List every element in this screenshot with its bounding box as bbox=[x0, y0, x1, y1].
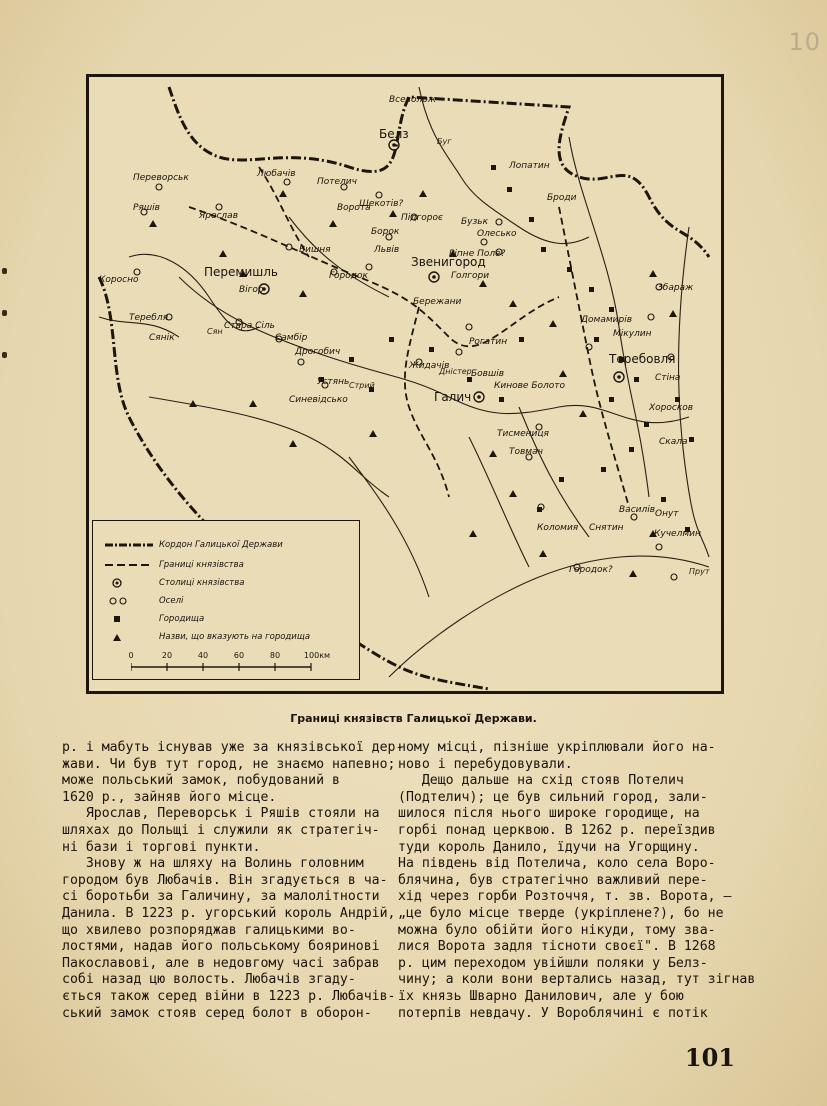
scale-tick-label: 20 bbox=[161, 651, 173, 660]
map-label: Ряшів bbox=[133, 203, 160, 213]
legend-principality-border-symbol bbox=[105, 559, 153, 571]
legend-settlement-symbol bbox=[105, 595, 153, 607]
map-town-halych: Галич bbox=[434, 390, 472, 404]
map-label: Скала bbox=[659, 437, 688, 447]
text-line: Ярослав, Переворськ і Ряшів стояли на bbox=[62, 806, 380, 822]
text-line: ський замок стояв серед болот в оборон- bbox=[62, 1005, 372, 1021]
map-label: Вігор bbox=[239, 285, 264, 295]
map-label: Бовшів bbox=[471, 369, 505, 379]
scale-ruler bbox=[131, 662, 321, 672]
map-label: Лопатин bbox=[509, 161, 550, 171]
scale-tick-label: 40 bbox=[197, 651, 209, 660]
legend-row bbox=[105, 611, 355, 627]
text-line: 1620 р., зайняв його місце. bbox=[62, 789, 277, 805]
legend-row bbox=[105, 629, 355, 645]
map-label: Бережани bbox=[413, 297, 462, 307]
text-line: може польський замок, побудований в bbox=[62, 773, 340, 789]
map-label: Теребля bbox=[129, 313, 169, 323]
text-line: блячина, був стратегічно важливий пере- bbox=[398, 872, 708, 888]
map-label: Борок bbox=[371, 227, 400, 237]
map-label: Коломия bbox=[537, 523, 579, 533]
legend-label: Оселі bbox=[159, 596, 184, 606]
map-label: Сянік bbox=[149, 333, 175, 343]
map-label: Стара Сіль bbox=[224, 321, 275, 331]
text-line: „це було місце тверде (укріплене?), бо не bbox=[398, 905, 724, 921]
map-label: Онут bbox=[655, 509, 679, 519]
river-label-sian: Сян bbox=[207, 327, 223, 336]
text-line: (Подтелич); це був сильний город, зали- bbox=[398, 789, 708, 805]
border-state bbox=[169, 87, 709, 257]
text-line: р. і мабуть існував уже за князівської дер- bbox=[62, 740, 404, 755]
river-zbruch bbox=[679, 227, 709, 557]
text-line: їх князь Шварно Данилович, але у бою bbox=[398, 988, 684, 1004]
map-label: Ярослав bbox=[199, 211, 238, 221]
map-label: Підгороє bbox=[401, 213, 443, 223]
map-label: Бузьк bbox=[461, 217, 489, 227]
legend-name-hint-symbol bbox=[105, 631, 153, 643]
map-label: Домамирів bbox=[581, 315, 632, 325]
map-label: Кинове Болото bbox=[494, 381, 566, 391]
scale-tick-label: 0 bbox=[128, 651, 134, 660]
map-legend bbox=[92, 520, 360, 680]
map-label: Городок? bbox=[569, 565, 613, 575]
legend-hillfort-symbol bbox=[105, 613, 153, 625]
river-stryi bbox=[149, 397, 389, 497]
map-label: Снятин bbox=[589, 523, 624, 533]
map-label: Жидачів bbox=[409, 361, 450, 371]
text-line: городом був Любачів. Він згадується в ча- bbox=[62, 872, 388, 888]
river-label-bug: Буг bbox=[437, 137, 452, 146]
river-label-dnister: Дністер bbox=[439, 367, 472, 376]
map-town-zvenyhorod: Звенигород bbox=[411, 255, 486, 269]
map-label: Вишня bbox=[299, 245, 331, 255]
text-line: туди король Данило, їдучи на Угорщину. bbox=[398, 839, 700, 855]
text-line: лися Ворота задля тісноти своєї". В 1268 bbox=[398, 939, 716, 955]
map-label: Збараж bbox=[657, 283, 694, 293]
text-column-right bbox=[398, 740, 756, 1022]
text-column-left bbox=[62, 740, 404, 1022]
map-label: Всеволож bbox=[389, 95, 436, 105]
map-label: Рогатин bbox=[469, 337, 508, 347]
text-line: шилося після нього широке городище, на bbox=[398, 806, 700, 822]
text-line: Пакославові, але в недовгому часі забрав bbox=[62, 955, 380, 971]
map-label: Любачів bbox=[257, 169, 296, 179]
binding-holes bbox=[0, 268, 10, 368]
map-label: Дрогобич bbox=[295, 347, 341, 357]
text-line: На південь від Потелича, коло села Воро- bbox=[398, 856, 716, 872]
map-scale-bar bbox=[128, 651, 331, 671]
map-label: Переворськ bbox=[133, 173, 189, 183]
scale-tick-label: 60 bbox=[233, 651, 245, 660]
map-label: Самбір bbox=[275, 333, 308, 343]
legend-row bbox=[105, 557, 355, 573]
river-prut bbox=[389, 556, 709, 677]
text-line: Дещо дальше на схід стояв Потелич bbox=[398, 773, 684, 789]
legend-state-border-symbol bbox=[105, 539, 153, 551]
text-line: горбі понад церквою. В 1262 р. переїздив bbox=[398, 822, 716, 838]
map-label: Щекотів? bbox=[359, 199, 404, 209]
map-label: Товмач bbox=[509, 447, 543, 457]
legend-row bbox=[105, 575, 355, 591]
map-caption: Границі князівств Галицької Держави. bbox=[290, 712, 537, 725]
legend-label: Назви, що вказують на городища bbox=[159, 632, 311, 642]
map-label: Кучелмин bbox=[654, 529, 701, 539]
map-label: Синевідсько bbox=[289, 395, 348, 405]
text-line: можна було обійти його нікуди, тому зва- bbox=[398, 922, 716, 938]
map-label: Василів bbox=[619, 505, 656, 515]
text-line: хід через горби Розточчя, т. зв. Ворота, — bbox=[398, 889, 732, 905]
legend-label: Границі князівства bbox=[159, 560, 244, 570]
map-label: Львів bbox=[374, 245, 400, 255]
map-label: Тисмениця bbox=[497, 429, 549, 439]
text-line: жави. Чи був тут город, не знаємо напевно; bbox=[62, 756, 396, 772]
text-line: сі боротьби за Галичину, за малолітности bbox=[62, 889, 380, 905]
legend-label: Городища bbox=[159, 614, 205, 624]
map-label: Короснo bbox=[99, 275, 139, 285]
text-line: собі назад цю волость. Любачів згаду- bbox=[62, 972, 356, 988]
map-label: Олесько bbox=[477, 229, 517, 239]
map-label: Мікулин bbox=[613, 329, 652, 339]
map-label: Голгори bbox=[451, 271, 490, 281]
map-label: Устянь bbox=[317, 377, 350, 387]
corner-handwritten-note: 10 bbox=[788, 28, 821, 56]
river-label-prut: Прут bbox=[689, 567, 710, 576]
page-number: 101 bbox=[684, 1043, 735, 1072]
text-line: що хвилево розпоряджав галицькими во- bbox=[62, 922, 356, 938]
legend-row bbox=[105, 537, 355, 553]
map-label: Хоросков bbox=[649, 403, 694, 413]
map-label: Ворота bbox=[337, 203, 371, 213]
text-line: р. цим переходом увійшли поляки у Белз- bbox=[398, 955, 708, 971]
legend-capital-symbol bbox=[105, 577, 153, 589]
map-town-terebovlia: Теребовля bbox=[609, 352, 676, 366]
legend-row bbox=[105, 593, 355, 609]
map-label: Городок bbox=[329, 271, 368, 281]
text-line: потерпів невдачу. У Вороблячині є потік bbox=[398, 1005, 708, 1021]
map-town-peremyshl: Перемишль bbox=[204, 265, 278, 279]
river-label-stryi: Стрий bbox=[349, 381, 375, 390]
map-label: Ріпне Поле? bbox=[449, 249, 506, 259]
map-label: Потелич bbox=[317, 177, 357, 187]
scale-tick-label: 80 bbox=[269, 651, 281, 660]
map-town-belz: Белз bbox=[379, 127, 409, 141]
legend-label: Кордон Галицької Держави bbox=[159, 540, 283, 550]
text-line: Данила. В 1223 р. угорський король Андрій, bbox=[62, 905, 396, 921]
map-label: Броди bbox=[547, 193, 577, 203]
text-line: ні бази і торгові пункти. bbox=[62, 839, 261, 855]
map-label: Стіна bbox=[655, 373, 681, 383]
scale-tick-label: 100км bbox=[303, 651, 331, 660]
text-line: лостями, надав його польському бояринові bbox=[62, 939, 380, 955]
text-line: Знову ж на шляху на Волинь головним bbox=[62, 856, 364, 872]
text-line: ється також серед війни в 1223 р. Любачів- bbox=[62, 988, 396, 1004]
text-line: шляхах до Польщі і служили як стратегіч- bbox=[62, 822, 380, 838]
text-line: ново і перебудовували. bbox=[398, 756, 573, 772]
legend-label: Столиці князівства bbox=[159, 578, 245, 588]
text-line: чину; а коли вони вертались назад, тут зігнав bbox=[398, 972, 756, 988]
text-line: ному місці, пізніше укріплювали його на- bbox=[398, 740, 716, 755]
